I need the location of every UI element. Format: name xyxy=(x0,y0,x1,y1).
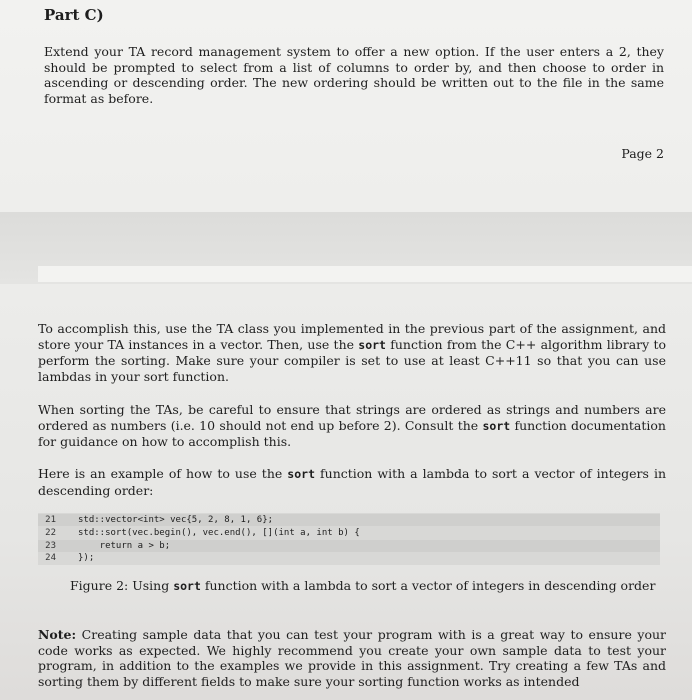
code-text: }); xyxy=(78,553,95,563)
inline-code: sort xyxy=(482,418,511,433)
intro-paragraph: Extend your TA record management system to offer a new option. If the user enters a 2, they should be prompted to select from a list of columns to order by, and then choose to order in ascending or descending order. The new ordering should be written out to the file in the same format as before. xyxy=(44,44,664,106)
text: When sorting the TAs, be careful to ensure that strings are ordered as strings and numbers are ordered as numbers (i.e. 10 should not end up before 2). Consult the xyxy=(38,402,666,433)
figure-caption xyxy=(70,578,655,593)
text: function with a lambda to sort a vector of integers in descending order: xyxy=(38,466,666,498)
code-line xyxy=(38,552,660,564)
inline-code: sort xyxy=(358,337,386,352)
text: Creating sample data that you can test your program with is a great way to ensure your code works as expected. We highly recommend you create your own sample data to test your program, in addition to the examples we provide in this assignment. Try creating a few TAs and sorting them by different fields to make sure your sorting function works as intended xyxy=(38,627,666,689)
line-number: 21 xyxy=(45,515,56,525)
note-label: Note: xyxy=(38,627,77,642)
code-listing xyxy=(38,513,660,565)
line-number: 23 xyxy=(45,541,56,551)
code-line xyxy=(38,540,660,552)
text: Figure 2: Using xyxy=(70,578,174,593)
page-1-bottom xyxy=(0,0,692,212)
text: Here is an example of how to use the xyxy=(38,466,288,481)
code-text: std::sort(vec.begin(), vec.end(), [](int a, int b) { xyxy=(78,528,360,538)
inline-code: sort xyxy=(173,579,201,593)
note-paragraph xyxy=(38,627,666,689)
section-heading: Part C) xyxy=(44,6,104,24)
text: function documentation for guidance on how to accomplish this. xyxy=(38,417,666,449)
inline-code: sort xyxy=(287,467,315,481)
code-line xyxy=(38,527,660,539)
code-text: std::vector<int> vec{5, 2, 8, 1, 6}; xyxy=(78,515,274,525)
text: function with a lambda to sort a vector of integers in descending order xyxy=(200,578,656,593)
code-line xyxy=(38,514,660,526)
page-edge xyxy=(38,266,692,282)
text: To accomplish this, use the TA class you implemented in the previous part of the assignment, and store your TA instances in a vector. Then, use the xyxy=(38,321,666,352)
text: function from the C++ algorithm library to perform the sorting. Make sure your compiler is set to use at least C++11 so that you can use lambdas in your sort function. xyxy=(38,336,666,384)
paragraph-vector-sort xyxy=(38,321,666,384)
paragraph-example xyxy=(38,466,666,498)
line-number: 24 xyxy=(45,553,56,563)
paragraph-string-number xyxy=(38,402,666,450)
line-number: 22 xyxy=(45,528,56,538)
code-text: return a > b; xyxy=(78,541,171,551)
page-gap xyxy=(0,212,692,284)
page-number: Page 2 xyxy=(621,146,664,161)
